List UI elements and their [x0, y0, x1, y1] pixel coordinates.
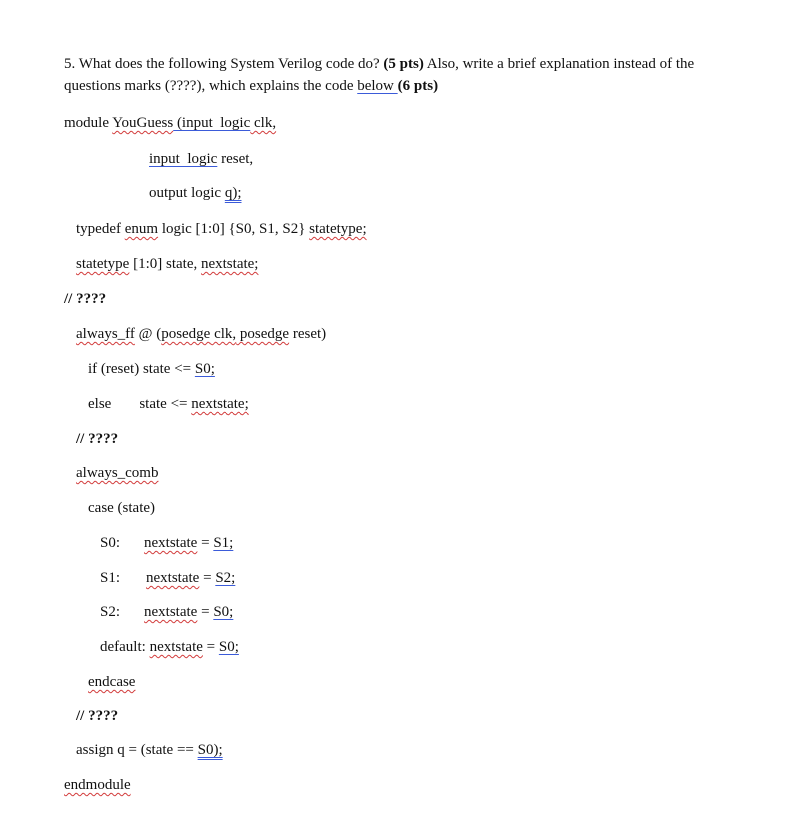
case-eq: =: [197, 535, 214, 551]
typedef-name: statetype;: [309, 221, 367, 237]
always-ff-keyword: always_ff: [76, 326, 135, 342]
default-eq: =: [202, 639, 219, 655]
code-assign: [76, 741, 223, 759]
decl-type: statetype: [76, 256, 130, 272]
question-text: 5. What does the following System Verilog code do?: [64, 56, 384, 72]
case-row: [100, 603, 233, 621]
question-line-2: [64, 77, 438, 95]
case-lhs: nextstate: [144, 604, 198, 620]
case-label: S1:: [100, 570, 121, 586]
comment-2: // ????: [76, 431, 119, 447]
typedef-body: logic [1:0] {S0, S1, S2}: [158, 221, 310, 237]
code-decl: [76, 255, 258, 273]
else-nextstate: nextstate;: [191, 396, 249, 412]
typedef-keyword: typedef: [76, 221, 125, 237]
sensitivity-clk: clk,: [210, 326, 237, 342]
decl-body: [1:0] state,: [129, 256, 201, 272]
assign-s0: S0);: [197, 742, 223, 758]
port-input-logic-2: input logic: [149, 151, 218, 167]
case-row: [100, 569, 235, 587]
question-text-2: questions marks (????), which explains the code: [64, 78, 358, 94]
assign-statement: assign q = (state ==: [76, 742, 198, 758]
else-keyword: else: [88, 396, 112, 412]
code-module-line: [64, 114, 276, 132]
case-rhs: S1;: [213, 535, 234, 551]
enum-keyword: enum: [124, 221, 159, 237]
question-text-suffix: Also, write a brief explanation instead of the: [423, 56, 695, 72]
module-keyword: module: [64, 115, 113, 131]
code-endmodule: [64, 776, 131, 794]
case-default-row: [100, 638, 239, 656]
endmodule-keyword: endmodule: [64, 777, 131, 793]
comment-1: // ????: [64, 291, 107, 307]
case-eq: =: [199, 570, 216, 586]
module-name: YouGuess: [112, 115, 174, 131]
code-if-reset: [88, 360, 215, 378]
port-clk: clk,: [250, 115, 277, 131]
code-endcase: [88, 673, 135, 691]
case-lhs: nextstate: [146, 570, 200, 586]
code-else: [88, 395, 249, 413]
case-rhs: S2;: [215, 570, 236, 586]
default-rhs: S0;: [218, 639, 239, 655]
code-port-q: [149, 184, 242, 202]
default-label: default:: [100, 639, 150, 655]
decl-nextstate: nextstate;: [200, 256, 259, 272]
if-s0: S0;: [194, 361, 215, 377]
always-ff-at: @ (: [134, 326, 162, 342]
code-port-reset: [149, 150, 253, 168]
port-input-logic: (input logic: [173, 115, 251, 131]
case-label: S2:: [100, 604, 121, 620]
always-comb-keyword: always_comb: [76, 465, 159, 481]
case-row: [100, 534, 233, 552]
if-statement: if (reset) state <=: [88, 361, 195, 377]
points-label: (5 pts): [383, 56, 424, 72]
points-label-2: (6 pts): [397, 78, 439, 94]
case-label: S0:: [100, 535, 121, 551]
code-always-ff: [76, 325, 326, 343]
endcase-keyword: endcase: [88, 674, 136, 690]
else-assign: state <=: [139, 396, 192, 412]
posedge-keyword: posedge: [161, 326, 211, 342]
default-lhs: nextstate: [149, 639, 203, 655]
question-line-1: [64, 55, 694, 73]
case-lhs: nextstate: [144, 535, 198, 551]
case-rhs: S0;: [213, 604, 234, 620]
code-typedef: [76, 220, 367, 238]
below-word: below: [357, 78, 398, 94]
port-reset: reset,: [217, 151, 254, 167]
case-eq: =: [197, 604, 214, 620]
comment-3: // ????: [76, 708, 119, 724]
port-output-logic: output logic: [149, 185, 225, 201]
port-q: q);: [224, 185, 242, 201]
code-case: case (state): [88, 500, 156, 516]
code-always-comb: [76, 464, 158, 482]
sensitivity-reset: reset): [289, 326, 327, 342]
posedge-keyword-2: posedge: [236, 326, 290, 342]
